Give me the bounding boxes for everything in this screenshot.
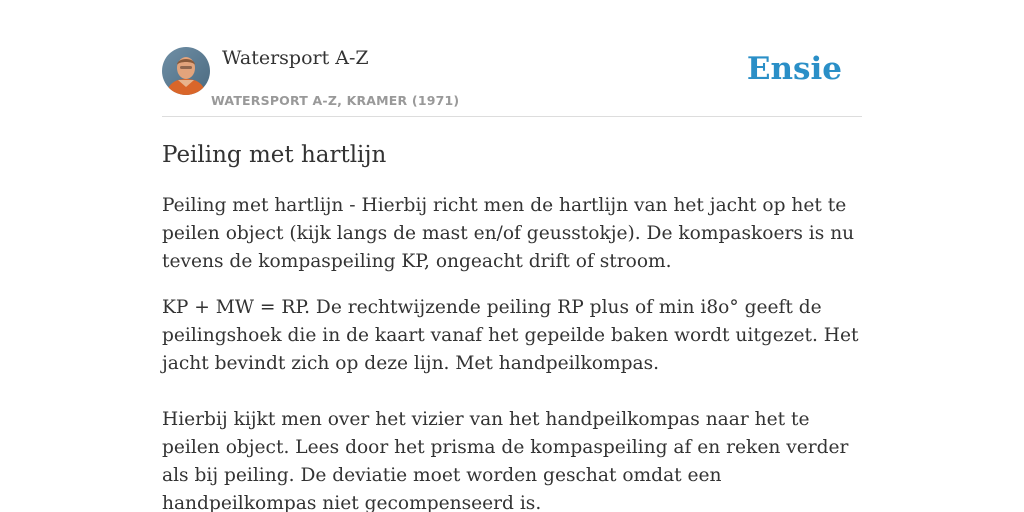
brand-logo[interactable]: Ensie: [746, 51, 842, 87]
avatar[interactable]: [162, 47, 210, 95]
author-name[interactable]: Watersport A-Z: [222, 47, 369, 69]
article-body: [162, 192, 862, 512]
header: [162, 0, 862, 117]
author-source: WATERSPORT A-Z, KRAMER (1971): [211, 93, 460, 108]
page-container: [162, 0, 862, 512]
person-photo-icon: [162, 47, 210, 95]
article-paragraph: KP + MW = RP. De rechtwijzende peiling RP plus of min i8o° geeft de peilingshoek die in de kaart vanaf het gepeilde baken wordt uitgezet. Het jacht bevindt zich op deze lijn. Met handpeilkompas. Hierbij kijkt men over het vizier van het handpeilkompas naar het te peilen object. Lees door het prisma de kompaspeiling af en reken verder als bij peiling. De deviatie moet worden geschat omdat een handpeilkompas niet gecompenseerd is.: [162, 297, 859, 512]
article-title: Peiling met hartlijn: [162, 142, 387, 168]
article-paragraph: Peiling met hartlijn - Hierbij richt men de hartlijn van het jacht op het te peilen object (kijk langs de mast en/of geusstokje). De kompaskoers is nu tevens de kompaspeiling KP, ongeacht drift of stroom.: [162, 195, 855, 272]
